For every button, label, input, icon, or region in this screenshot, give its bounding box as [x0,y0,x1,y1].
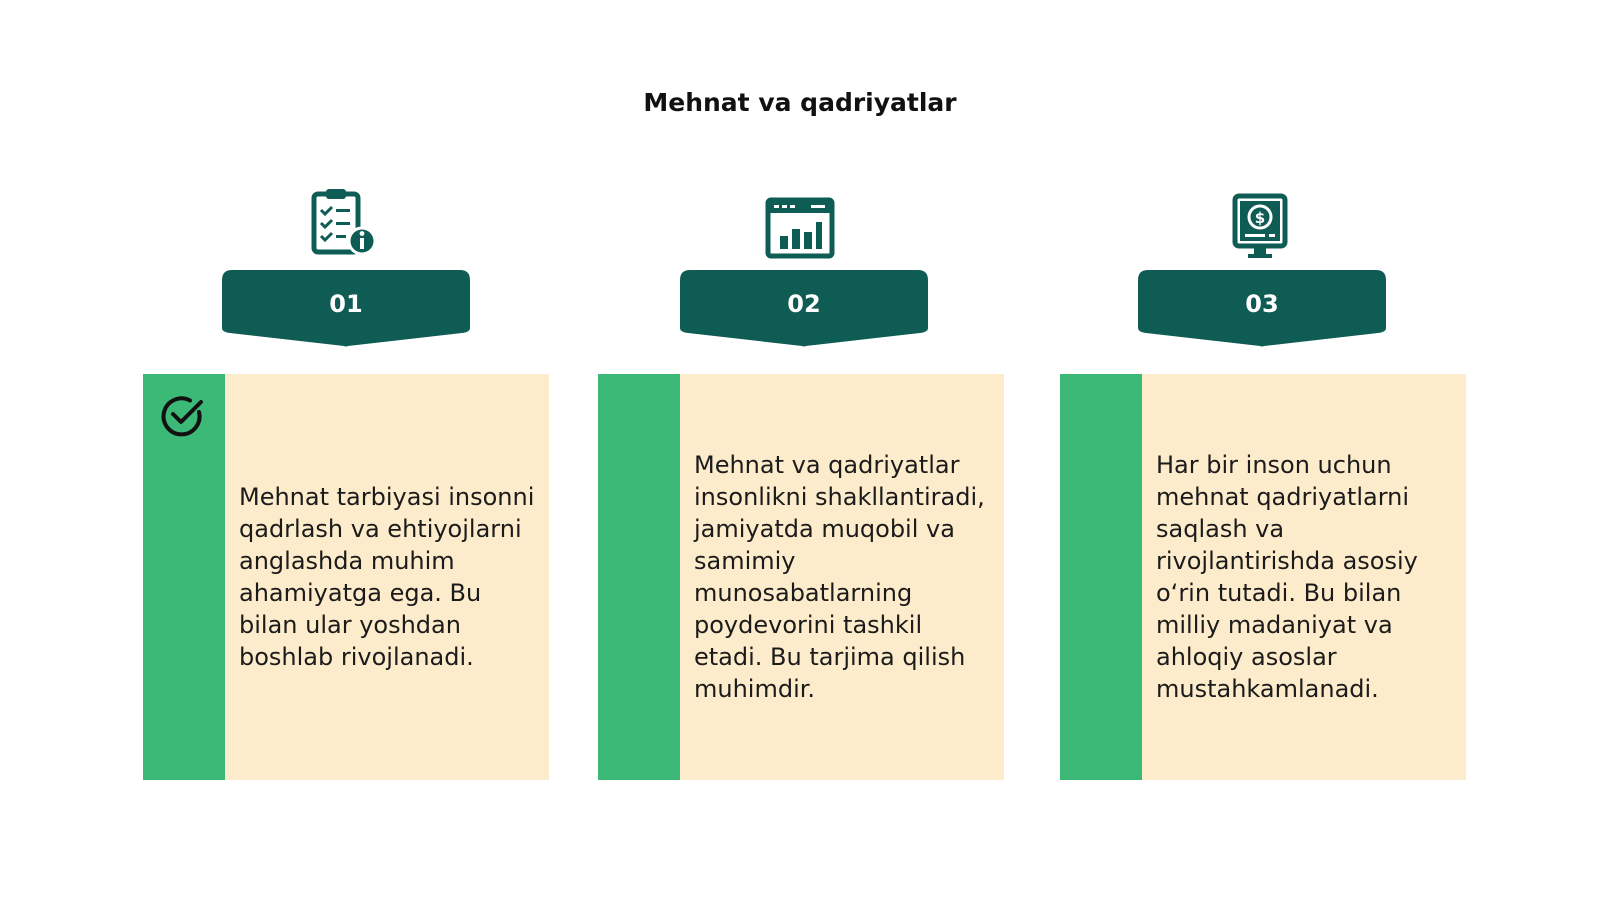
card-text: Har bir inson uchun mehnat qadriyatlarni saqlash va rivojlantirishda asosiy o‘rin tutadi. Bu bilan milliy madaniyat va ahloqiy asoslar mustahkamlanadi. [1156,451,1418,703]
bar-chart-window-icon [765,194,835,266]
step-card-03 [1060,374,1466,780]
card-panel [680,374,1004,780]
card-panel [1142,374,1466,780]
card-accent-stripe [143,374,225,780]
card-text: Mehnat tarbiyasi insonni qadrlash va ehtiyojlarni anglashda muhim ahamiyatga ega. Bu bilan ular yoshdan boshlab rivojlanadi. [239,483,535,671]
card-panel [225,374,549,780]
card-accent-stripe [1060,374,1142,780]
step-badge-01 [222,270,470,350]
step-number: 03 [1245,290,1279,318]
step-card-02 [598,374,1004,780]
step-number: 01 [329,290,363,318]
step-badge-02 [680,270,928,350]
card-text: Mehnat va qadriyatlar insonlikni shakllantiradi, jamiyatda muqobil va samimiy munosabatlarning poydevorini tashkil etadi. Bu tarjima qilish muhimdir. [694,451,985,703]
svg-text:$: $ [1254,209,1266,227]
step-badge-03 [1138,270,1386,350]
step-number: 02 [787,290,821,318]
step-card-01 [143,374,549,780]
check-circle-icon [159,392,207,440]
page-title: Mehnat va qadriyatlar [643,88,957,117]
clipboard-checklist-info-icon [310,188,380,260]
card-accent-stripe [598,374,680,780]
dollar-monitor-icon [1226,192,1296,264]
